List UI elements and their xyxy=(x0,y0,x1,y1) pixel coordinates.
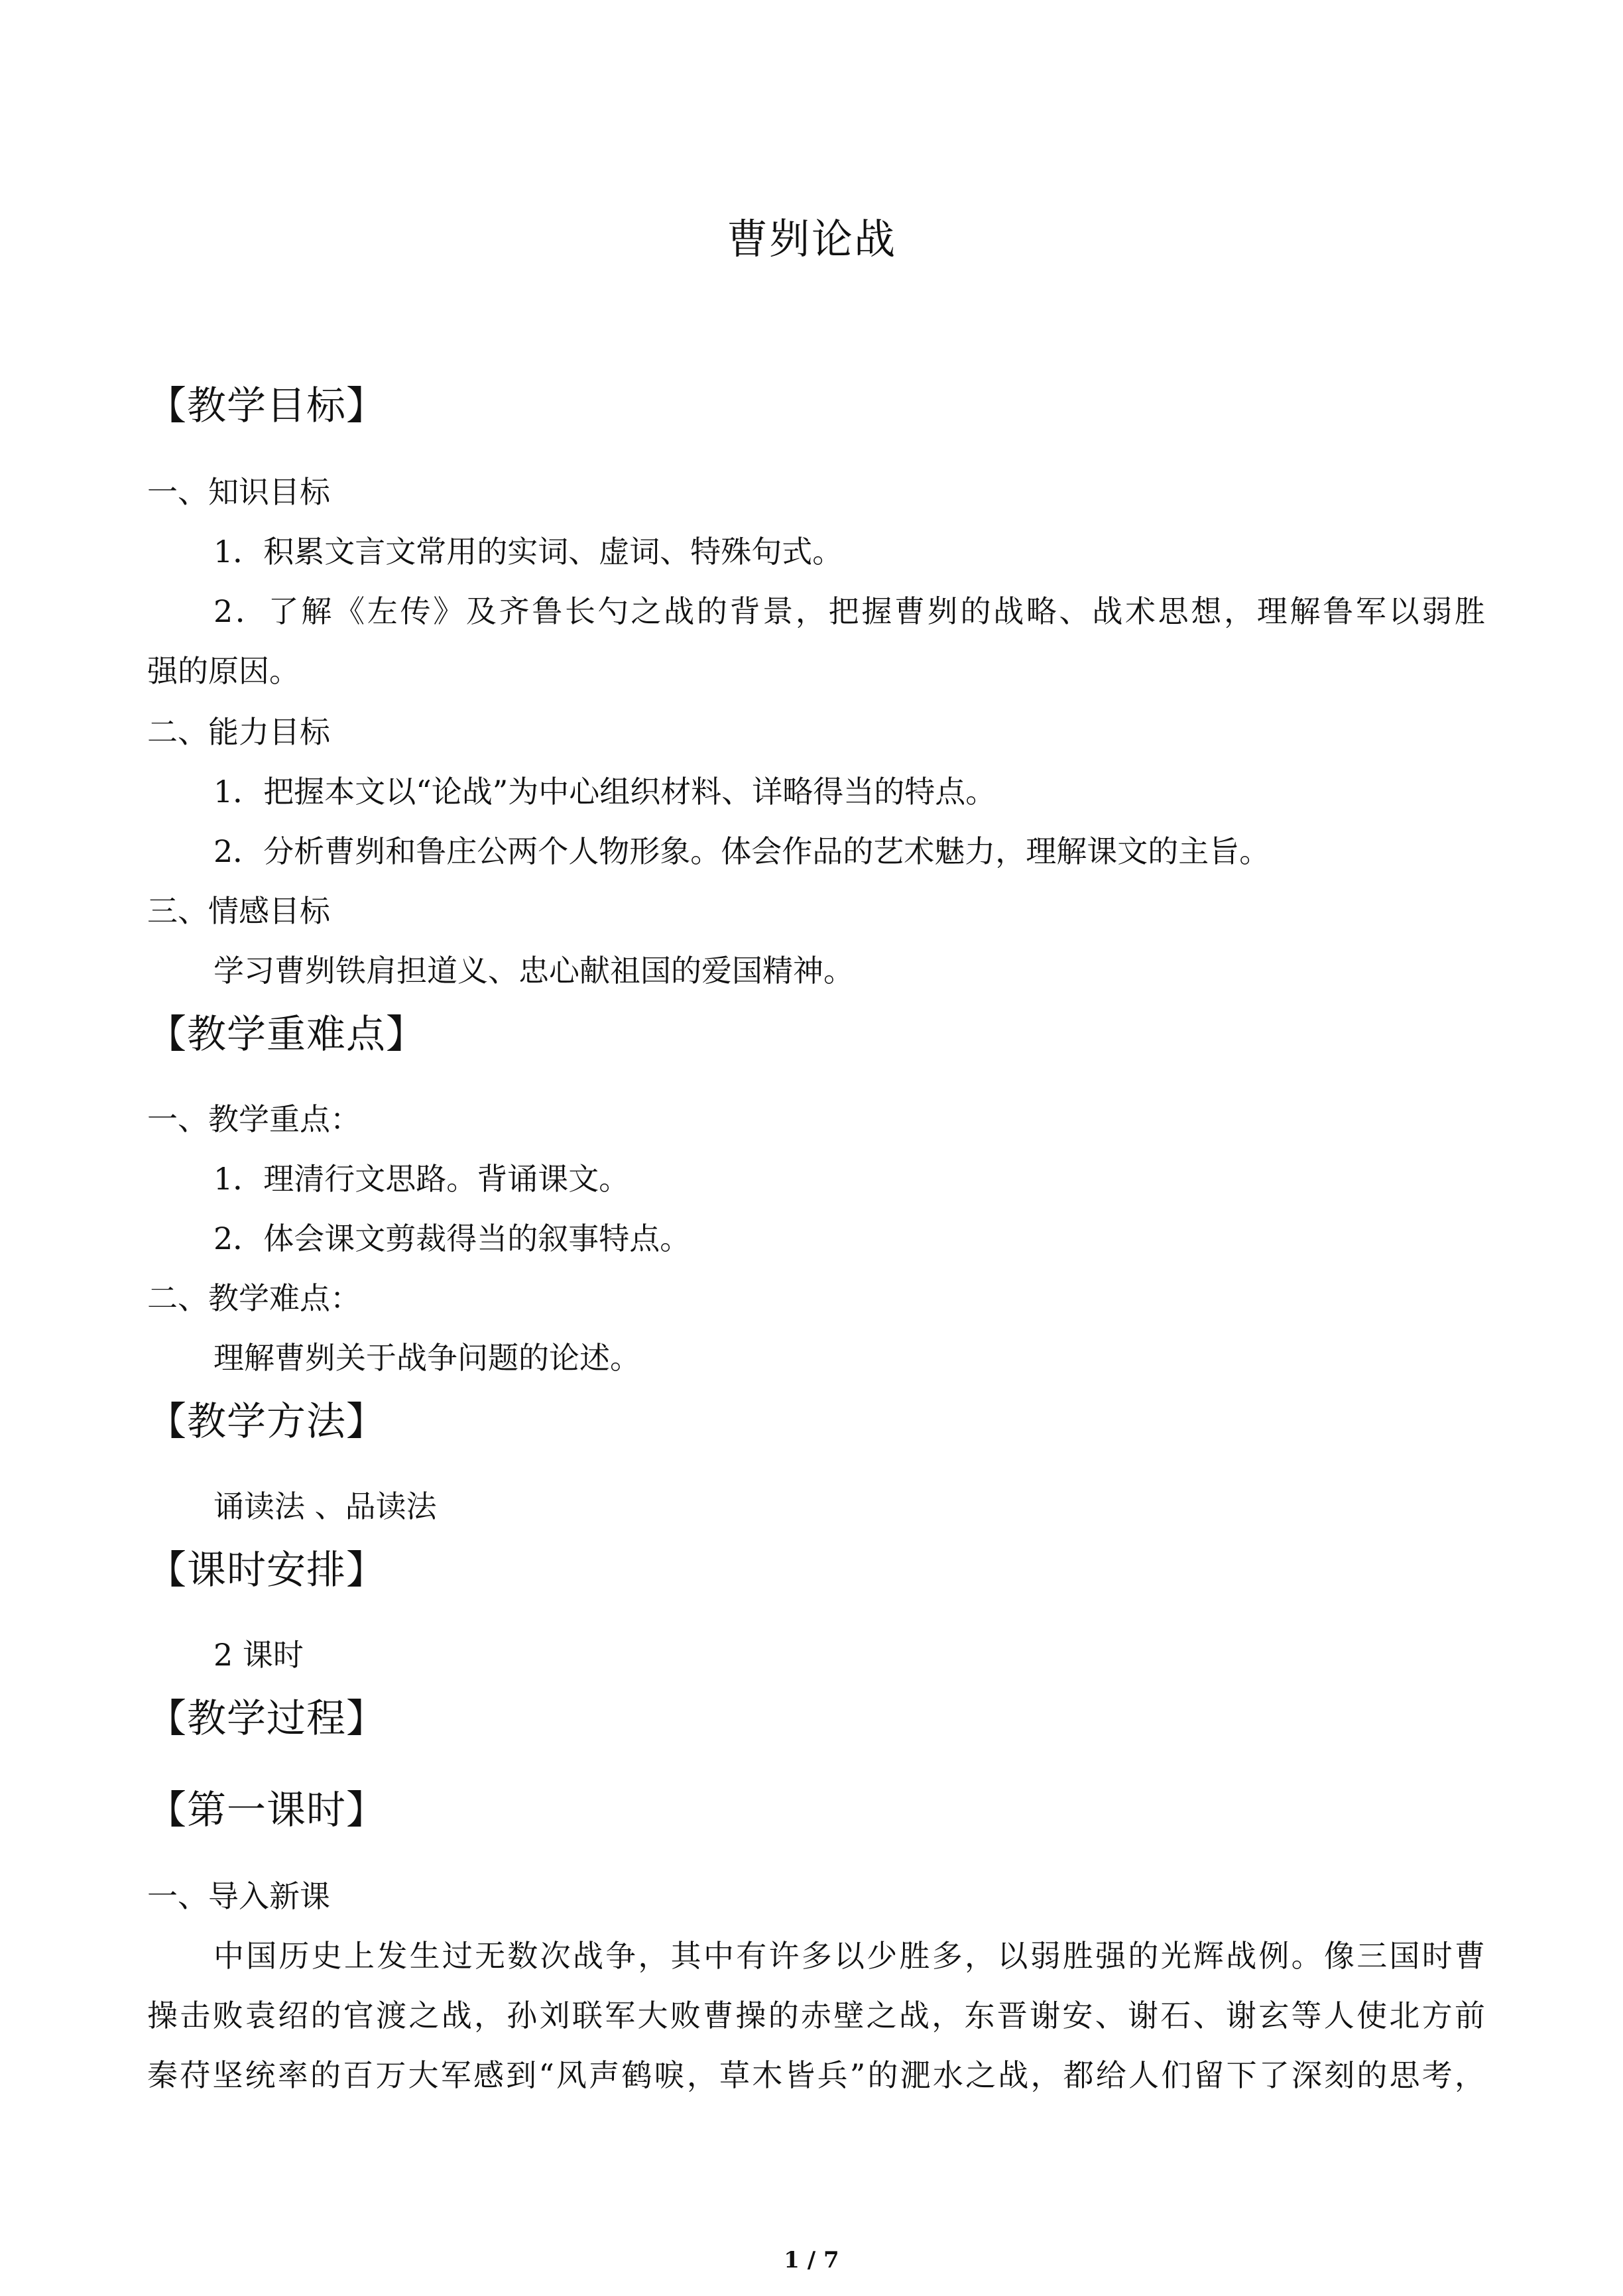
knowledge-item-2 xyxy=(147,590,1485,692)
subheading-emotion-objectives: 三、情感目标 xyxy=(147,893,330,929)
subheading-teaching-difficulty: 二、教学难点： xyxy=(147,1280,361,1316)
subheading-teaching-focus: 一、教学重点： xyxy=(147,1101,361,1137)
subheading-knowledge-objectives: 一、知识目标 xyxy=(147,474,330,510)
ability-item-2: 2．分析曹刿和鲁庄公两个人物形象。体会作品的艺术魅力，理解课文的主旨。 xyxy=(213,833,1270,869)
focus-item-2: 2．体会课文剪裁得当的叙事特点。 xyxy=(213,1221,691,1256)
document-title: 曹刿论战 xyxy=(726,215,896,263)
heading-teaching-process: 【教学过程】 xyxy=(147,1695,387,1741)
heading-class-schedule: 【课时安排】 xyxy=(147,1547,387,1593)
heading-teaching-objectives: 【教学目标】 xyxy=(147,383,387,428)
heading-key-points: 【教学重难点】 xyxy=(147,1011,426,1057)
knowledge-item-2-line-1: 2．了解《左传》及齐鲁长勺之战的背景，把握曹刿的战略、战术思想，理解鲁军以弱胜 xyxy=(213,593,1485,629)
page-number: 1 / 7 xyxy=(784,2247,839,2273)
introduction-line-3: 秦苻坚统率的百万大军感到“风声鹤唳，草木皆兵”的淝水之战，都给人们留下了深刻的思考， xyxy=(147,2057,1485,2093)
class-schedule-text: 2 课时 xyxy=(213,1637,304,1673)
ability-item-1: 1．把握本文以“论战”为中心组织材料、详略得当的特点。 xyxy=(213,774,996,810)
knowledge-item-2-line-2: 强的原因。 xyxy=(147,653,300,689)
introduction-line-2: 操击败袁绍的官渡之战，孙刘联军大败曹操的赤壁之战，东晋谢安、谢石、谢玄等人使北方前 xyxy=(147,1998,1485,2033)
knowledge-item-1: 1．积累文言文常用的实词、虚词、特殊句式。 xyxy=(213,534,843,570)
subheading-ability-objectives: 二、能力目标 xyxy=(147,714,330,750)
difficulty-item-1: 理解曹刿关于战争问题的论述。 xyxy=(213,1340,640,1376)
emotion-item-1: 学习曹刿铁肩担道义、忠心献祖国的爱国精神。 xyxy=(213,953,854,989)
subheading-introduction: 一、导入新课 xyxy=(147,1878,330,1914)
heading-first-lesson: 【第一课时】 xyxy=(147,1787,387,1833)
introduction-line-1: 中国历史上发生过无数次战争，其中有许多以少胜多，以弱胜强的光辉战例。像三国时曹 xyxy=(213,1938,1485,1974)
introduction-paragraph xyxy=(147,1935,1485,2096)
heading-teaching-methods: 【教学方法】 xyxy=(147,1398,387,1444)
teaching-methods-text: 诵读法 、品读法 xyxy=(213,1488,437,1524)
focus-item-1: 1．理清行文思路。背诵课文。 xyxy=(213,1161,630,1197)
